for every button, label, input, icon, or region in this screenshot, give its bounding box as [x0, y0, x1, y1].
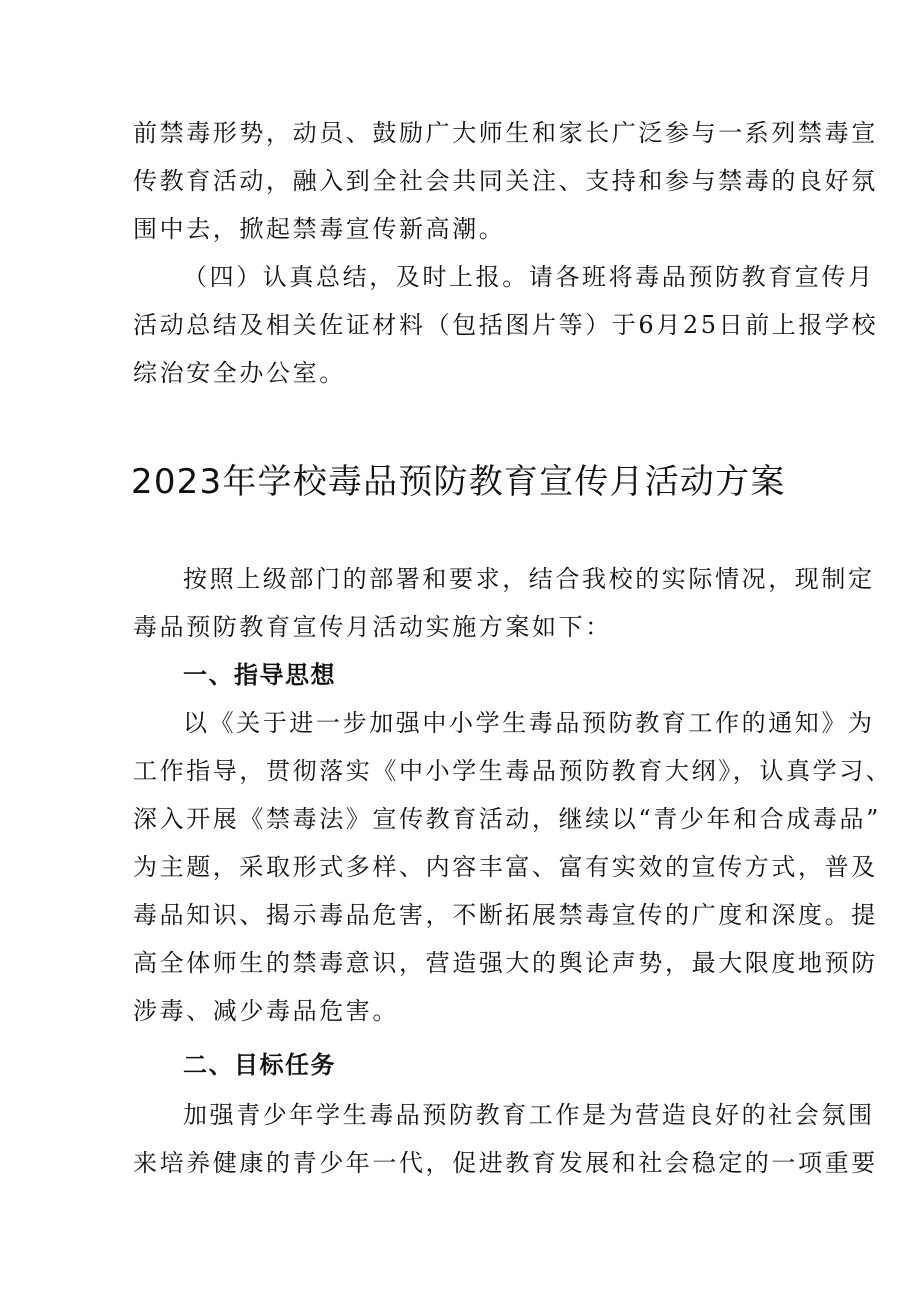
intro-paragraph-line: 毒品预防教育宣传月活动实施方案如下：: [133, 613, 612, 641]
top-paragraph-line: 传教育活动，融入到全社会共同关注、支持和参与禁毒的良好氛: [133, 167, 878, 195]
section1-heading: 一、指导思想: [183, 661, 336, 689]
item4-paragraph-line: 活动总结及相关佐证材料（包括图片等）于6月25日前上报学校: [133, 311, 879, 339]
section1-paragraph-line: 高全体师生的禁毒意识，营造强大的舆论声势，最大限度地预防: [133, 949, 878, 977]
section1-paragraph-line: 毒品知识、揭示毒品危害，不断拓展禁毒宣传的广度和深度。提: [133, 901, 878, 929]
top-paragraph-line: 围中去，掀起禁毒宣传新高潮。: [133, 215, 506, 243]
section1-paragraph-line: 为主题，采取形式多样、内容丰富、富有实效的宣传方式，普及: [133, 853, 878, 881]
item4-paragraph-line: 综治安全办公室。: [133, 359, 346, 387]
section1-paragraph-line: 工作指导，贯彻落实《中小学生毒品预防教育大纲》，认真学习、: [133, 757, 893, 785]
section2-heading: 二、目标任务: [183, 1051, 336, 1079]
section1-paragraph-line: 以《关于进一步加强中小学生毒品预防教育工作的通知》为: [183, 709, 875, 737]
document-title: 2023年学校毒品预防教育宣传月活动方案: [131, 462, 786, 502]
intro-paragraph-line: 按照上级部门的部署和要求，结合我校的实际情况，现制定: [183, 565, 875, 593]
section1-paragraph-line: 深入开展《禁毒法》宣传教育活动，继续以“青少年和合成毒品”: [133, 805, 881, 833]
top-paragraph-line: 前禁毒形势，动员、鼓励广大师生和家长广泛参与一系列禁毒宣: [133, 119, 878, 147]
item4-paragraph-line: （四）认真总结，及时上报。请各班将毒品预防教育宣传月: [183, 263, 875, 291]
section1-paragraph-line: 涉毒、减少毒品危害。: [133, 997, 399, 1025]
section2-paragraph-line: 加强青少年学生毒品预防教育工作是为营造良好的社会氛围: [183, 1101, 875, 1129]
section2-paragraph-line: 来培养健康的青少年一代，促进教育发展和社会稳定的一项重要: [133, 1149, 878, 1177]
